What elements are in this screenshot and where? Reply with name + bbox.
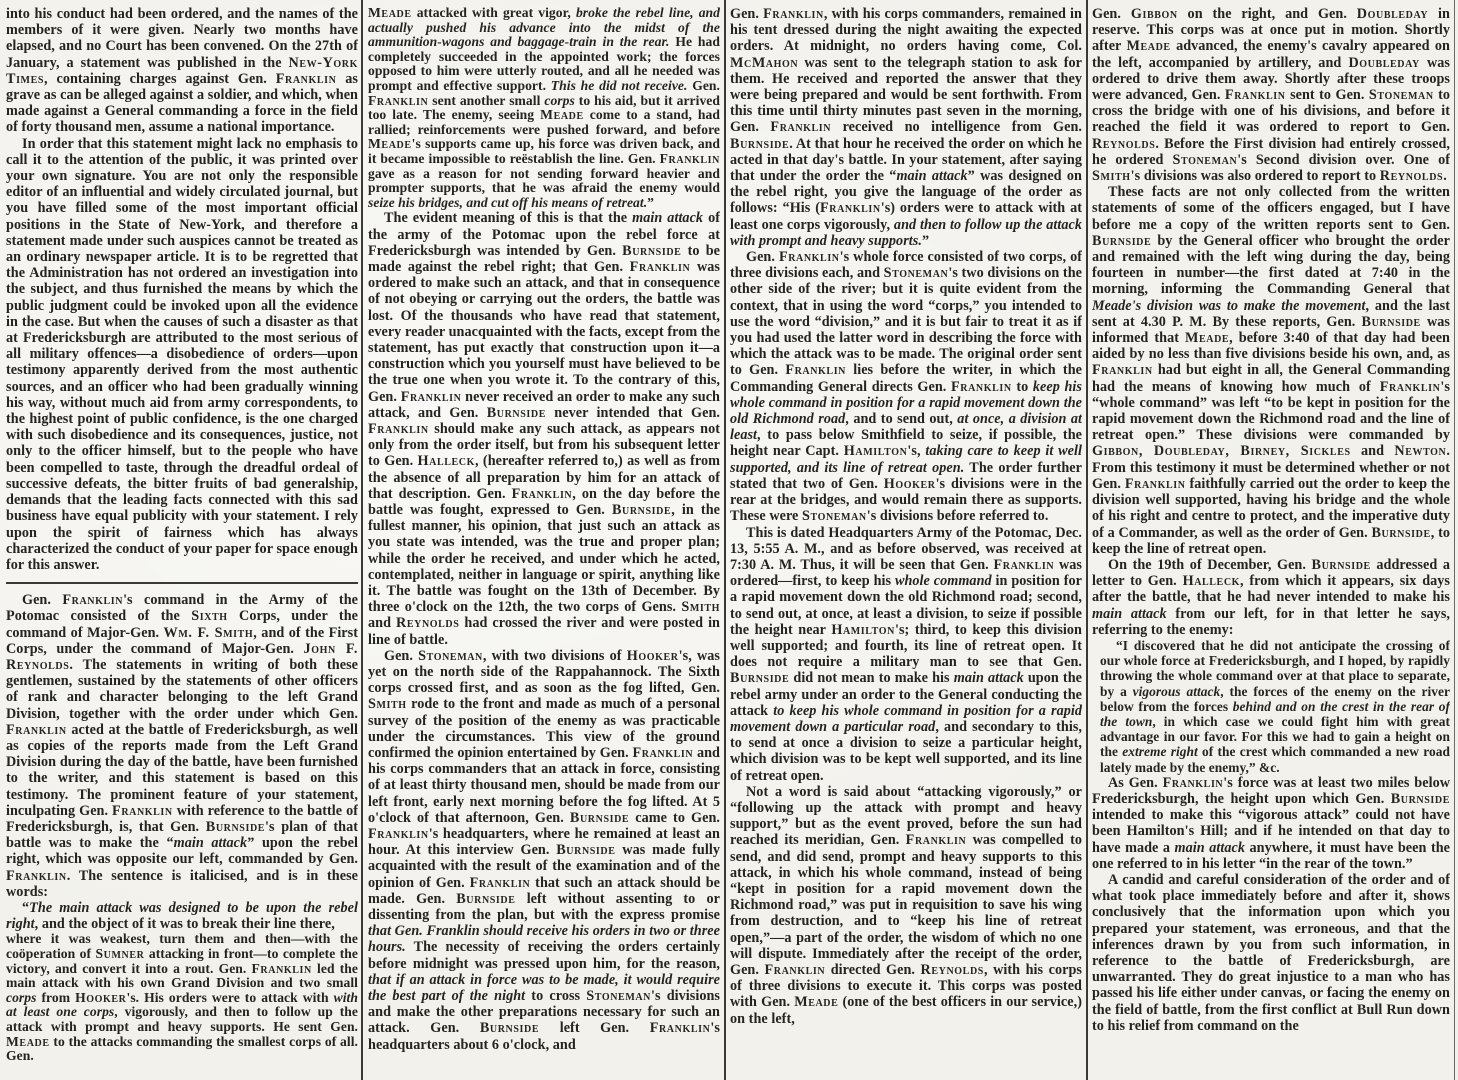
small-caps-name: Meade (1126, 38, 1171, 55)
column-rule (1086, 0, 1088, 1080)
small-caps-name: Gibbon, Doubleday, Birney, Sickles (1092, 443, 1351, 460)
small-caps-name: Wm. F. Smith (163, 624, 254, 641)
small-caps-name: Burnside (205, 818, 266, 835)
paragraph (368, 6, 720, 210)
text-run: was ordered to drive them away. Shortly after these troops were advanced, Gen. (1092, 54, 1450, 104)
small-caps-name: Franklin (951, 378, 1012, 395)
text-run: to cross the bridge with one of his divisions, and before it reached the field it was ordered to report to Gen. (1092, 87, 1450, 136)
paragraph (6, 592, 358, 900)
paragraph (730, 784, 1082, 1027)
text-run: . (1443, 168, 1447, 185)
italic-text: vigorous attack (1132, 683, 1221, 699)
paragraph (1092, 557, 1450, 638)
text-run: 's divisions before referred to. (866, 508, 1049, 525)
small-caps-name: Meade (368, 136, 412, 152)
italic-text: and then to follow up the attack with prompt and heavy supports. (730, 216, 1082, 249)
section-rule (6, 582, 358, 584)
text-run: , and to send out, (845, 411, 958, 428)
block-quote (1092, 638, 1450, 775)
small-caps-name: Burnside (1311, 556, 1371, 573)
italic-text: that if an attack in force was to be made, it would require the best part of the night (368, 971, 720, 1005)
text-run: upon the rebel army under an order to the General conducting the attack (730, 670, 1082, 719)
text-run: , vigorously, and then to follow up the attack with prompt and heavy supports. He sent Gen. (6, 1004, 358, 1034)
column-2 (368, 0, 720, 1080)
text-run: 's divisions was also ordered to report to (1130, 168, 1380, 185)
small-caps-name: Franklin (112, 802, 173, 819)
small-caps-name: Burnside (1361, 313, 1421, 330)
small-caps-name: Reynolds (1092, 135, 1156, 152)
small-caps-name: Halleck (1182, 573, 1241, 590)
text-run: ” upon the rebel right, which was opposite our left, commanded by Gen. (6, 835, 358, 868)
text-run: left Gen. (539, 1020, 650, 1037)
text-run: , on the day before the battle was fought, expressed to Gen. (368, 485, 720, 518)
text-run: . Before the First division had entirely crossed, he ordered (1092, 135, 1450, 168)
small-caps-name: Stoneman (802, 508, 867, 525)
paragraph (6, 932, 358, 1063)
text-run: “ (22, 899, 30, 916)
small-caps-name: Reynolds (1379, 168, 1444, 185)
text-run: to (1011, 378, 1033, 395)
small-caps-name: Franklin (659, 150, 720, 166)
small-caps-name: Meade (540, 107, 584, 123)
column-4 (1092, 0, 1450, 1080)
text-run: , and the last sent at 4.30 P. M. By these reports, Gen. (1092, 297, 1450, 330)
small-caps-name: Franklin (770, 119, 832, 136)
column-3 (730, 0, 1082, 1080)
text-run: to be made against the rebel right; that Gen. (368, 242, 720, 275)
italic-text: broke the rebel line, and actually pushed his advance into the midst of the ammunition-wagons and baggage-train in the rear. (368, 5, 720, 50)
italic-text: main attack (1174, 839, 1245, 856)
italic-text: This he did not receive. (550, 77, 688, 93)
text-run: , containing charges against Gen. (44, 70, 276, 87)
text-run: to cross (525, 988, 587, 1005)
small-caps-name: Reynolds (920, 961, 984, 978)
small-caps-name: Burnside (556, 842, 616, 859)
paragraph (368, 210, 720, 647)
small-caps-name: Stoneman (1368, 87, 1434, 104)
text-run: never received an order to make any such attack, and Gen. (368, 388, 720, 421)
small-caps-name: Meade (794, 994, 839, 1011)
text-run: , in the fullest manner, his opinion, that just such an attack as you state was intended, was the true and proper plan; while the order he received, and under which he acted, contemplated, neither in language or spirit, anything like it. The battle was fought on the 13th of December. By three o'clock on the 12th, the two corps of Gens. (368, 501, 720, 616)
text-run: Corps, under the command of Major-Gen. (6, 608, 358, 641)
text-run: from our left, for in that letter he says, referring to the enemy: (1092, 605, 1450, 638)
text-run: Gen. (1092, 6, 1131, 22)
small-caps-name: Meade (1184, 330, 1230, 347)
small-caps-name: Franklin (1224, 87, 1286, 104)
text-run: Gen. (384, 647, 419, 664)
italic-text: at once, a division at least (730, 411, 1082, 444)
column-body (368, 0, 720, 1053)
italic-text: main attack (896, 168, 968, 185)
column-body (6, 0, 358, 1064)
small-caps-name: Franklin (469, 874, 531, 891)
small-caps-name: Franklin (6, 721, 67, 738)
text-run: had but eight in all, the General Commanding had the means of knowing how much of (1092, 362, 1450, 395)
small-caps-name: Stoneman (1172, 151, 1238, 168)
text-run: where it was weakest, turn them and then—with the coöperation of (6, 931, 358, 961)
text-run: , before 3:40 of that day had been aided by no less than five divisions beside his own, and, as (1092, 330, 1450, 363)
small-caps-name: Doubleday (1348, 54, 1420, 71)
text-run: , the forces of the enemy on the river below from the forces (1100, 683, 1450, 714)
small-caps-name: Franklin (62, 592, 124, 609)
small-caps-name: Gibbon (1130, 6, 1178, 22)
text-run: should make any such attack, as appears not only from the order itself, but from his subsequent letter to Gen. (368, 420, 720, 470)
small-caps-name: Franklin (511, 485, 573, 502)
text-run: 's supports came up, his force was driven back, and it became impossible to reëstablish the line. Gen. (368, 136, 720, 166)
small-caps-name: Franklin (1092, 362, 1153, 379)
paragraph (730, 525, 1082, 784)
paragraph (368, 648, 720, 1053)
italic-text: whole command (894, 573, 992, 590)
small-caps-name: Meade (368, 5, 412, 20)
text-run: advanced, the enemy's cavalry appeared on the left, accompanied by artillery, and (1092, 38, 1450, 71)
text-run: did not mean to make his (789, 670, 954, 687)
small-caps-name: Franklin (778, 249, 840, 266)
small-caps-name: Franklin (820, 200, 881, 217)
small-caps-name: Smith (681, 599, 720, 616)
italic-text: main attack (173, 835, 248, 852)
italic-text: main attack (953, 670, 1024, 687)
text-run: to the attacks commanding the smallest corps of all. Gen. (6, 1033, 358, 1064)
small-caps-name: Burnside (479, 1020, 540, 1037)
small-caps-name: Franklin (275, 70, 337, 87)
text-run: 's) orders were to attack with at least one corps vigorously, (730, 200, 1082, 233)
text-run: that such an attack should be made. Gen. (368, 874, 720, 907)
text-run: left without assenting to or dissenting from the plan, but with the express promise (368, 890, 720, 924)
text-run: ” (921, 232, 930, 249)
text-run: led the main attack with his own Grand Division and two small (6, 960, 358, 991)
small-caps-name: Hooker (883, 475, 936, 492)
text-run: in reserve. This corps was at once put in motion. Shortly after (1092, 6, 1450, 55)
small-caps-name: Franklin (1124, 475, 1186, 492)
text-run: 's headquarters, where he remained at least an hour. At this interview Gen. (368, 826, 720, 859)
text-run: 's; third, to keep this division well supported; and fourth, its line of retreat open. It does not require a military man to see that Gen. (730, 621, 1082, 671)
italic-text: main attack (632, 210, 704, 227)
italic-text: keep his whole command in position for a rapid movement down the old Richmond road (730, 378, 1082, 428)
small-caps-name: Burnside (1371, 524, 1431, 541)
small-caps-name: Stoneman (586, 988, 651, 1005)
text-run: , and of the First Corps, under the command of Major-Gen. (6, 624, 358, 657)
text-run: 's force was at least two miles below Fredericksburgh, the height upon which Gen. (1092, 774, 1450, 807)
small-caps-name: Franklin (649, 1020, 711, 1037)
text-run: was ordered to make such an attack, and that in consequence of not obeying or carrying out the orders, the battle was lost. Of the thousands who have read that statement, every reader unacquainted with the facts, except from the statement, has put exactly that construction upon it—a construction which you yourself must have believed to be the true one when you wrote it. To the contrary of this, Gen. (368, 258, 720, 405)
text-run: Gen. (687, 77, 720, 93)
italic-text: main attack (1092, 605, 1167, 622)
small-caps-name: Hamilton (831, 621, 895, 638)
text-run: come to a stand, had rallied; reinforcements were pushed forward, and before (368, 107, 720, 137)
text-run: in position for a rapid movement down the old Richmond road; second, to send out, at once, at least a division, to seize if possible the height near (730, 573, 1082, 638)
text-run: 's headquarters about 6 o'clock, and (368, 1020, 720, 1053)
italic-text: corps (544, 92, 575, 108)
text-run: came to Gen. (629, 809, 720, 826)
text-run: had crossed the river and were posted in line of battle. (368, 615, 720, 648)
small-caps-name: Burnside (730, 670, 790, 687)
paragraph (730, 6, 1082, 249)
italic-text: Meade's division was to make the movement (1092, 297, 1366, 314)
text-run: , (hereafter referred to,) as well as from the absence of all preparation by him for an attack of that description. Gen. (368, 453, 720, 502)
paragraph (1092, 872, 1450, 1034)
text-run: attacked with great vigor, (411, 5, 576, 20)
text-run: Gen. (730, 6, 764, 22)
italic-text: behind and on the crest in the rear of the town (1100, 698, 1450, 729)
text-run: , to keep the line of retreat open. (1092, 524, 1450, 557)
paragraph (6, 136, 358, 573)
small-caps-name: Franklin (632, 745, 694, 762)
text-run: 's plan of that battle was to make the “ (6, 818, 358, 852)
text-run: from (36, 989, 76, 1005)
text-run: never intended that Gen. (545, 404, 720, 421)
text-run: Gen. (22, 592, 63, 609)
small-caps-name: Hamilton (843, 443, 908, 460)
text-run: faithfully carried out the order to keep the division well supported, having his bridge and the whole of his right and centre to protect, and the imperative duty of a Commander, as well as the order of Gen. (1092, 475, 1450, 541)
small-caps-name: Franklin (251, 960, 312, 976)
text-run: 's divisions and make the other preparations necessary for such an attack. Gen. (368, 988, 720, 1037)
paragraph (1092, 184, 1450, 557)
small-caps-name: John F. Reynolds (6, 640, 358, 673)
small-caps-name: Franklin (993, 556, 1055, 573)
small-caps-name: Reynolds (396, 615, 460, 632)
text-run: , in which case we could fight him with great advantage in our favor. For this we had to gain a height on the (1100, 713, 1450, 760)
text-run: 's. His orders were to attack with (126, 989, 334, 1005)
small-caps-name: Franklin (763, 6, 824, 22)
text-run: As Gen. (1108, 774, 1163, 791)
text-run: 's “whole command” was left “to be kept in position for the rapid movement down the Richmond road and the line of retreat open.” These divisions were commanded by (1092, 378, 1450, 444)
small-caps-name: Burnside (1092, 232, 1152, 249)
text-run: 's whole force consisted of two corps, of three divisions each, and (730, 249, 1082, 282)
text-run: and (1350, 443, 1395, 460)
text-run: to his aid, but it arrived too late. The enemy, seeing (368, 92, 720, 123)
text-run: was ordered—first, to keep his (730, 556, 1082, 590)
text-run: and (368, 615, 397, 632)
paragraph (730, 249, 1082, 524)
text-run: ” was designed on the rebel right, you give the language of the order as follows: “His ( (730, 168, 1082, 217)
text-run: 's two divisions on the other side of the river; but it is quite evident from the context, that in using the word “corps,” you intended to use the word “division,” and it is but fair to treat it as if you had used the latter word in describing the force with which the attack was to be made. The original order sent to Gen. (730, 265, 1082, 379)
italic-text: taking care to keep it well supported, and its line of retreat open. (730, 443, 1082, 476)
text-run: , with two divisions of (482, 647, 627, 664)
small-caps-name: Burnside (569, 809, 630, 826)
small-caps-name: Doubleday (1356, 6, 1429, 22)
text-run: anywhere, it must have been the one referred to in his letter “in the rear of the town.” (1092, 839, 1450, 872)
text-run: addressed a letter to Gen. (1092, 556, 1450, 590)
text-run: by the General officer who brought the order and remained with the left wing during the day, being fourteen in number—the first dated at 7:40 in the morning, informing the Commanding General that (1092, 232, 1450, 298)
text-run: as grave as can be alleged against a soldier, and which, when made against a General commanding a force in the field of forty thousand men, assume a national importance. (6, 70, 358, 136)
small-caps-name: Franklin (1162, 774, 1224, 791)
italic-text: that Gen. Franklin should receive his orders in two or three hours. (368, 923, 720, 956)
small-caps-name: Burnside (730, 135, 790, 152)
small-caps-name: McMahon (730, 54, 799, 71)
text-run: directed Gen. (825, 961, 921, 978)
small-caps-name: Burnside (611, 501, 672, 518)
text-run: On the 19th of December, Gen. (1108, 556, 1312, 573)
text-run: received no intelligence from Gen. (831, 119, 1082, 136)
small-caps-name: Hooker (626, 647, 679, 664)
column-rule (1454, 0, 1455, 1080)
italic-text: extreme right (1122, 744, 1198, 760)
small-caps-name: Franklin (368, 92, 429, 108)
small-caps-name: Newton (1394, 443, 1447, 460)
paragraph (1092, 775, 1450, 872)
text-run: of the army of the Potomac upon the rebel force at Fredericksburgh was intended by Gen. (368, 210, 720, 259)
text-run: rode to the front and made as much of a personal survey of the position of the enemy as was practicable under the circumstances. This view of the ground confirmed the opinion entertained by Gen. (368, 696, 720, 762)
italic-text: with at least one corps (6, 989, 358, 1020)
text-run: lies before the writer, in which the Commanding General directs Gen. (730, 362, 1082, 395)
text-run: , to pass below Smithfield to seize, if possible, the height near Capt. (730, 427, 1082, 460)
text-run: gave as a reason for not sending forward heavier and prompter supports, that he was afraid the enemy would (368, 165, 720, 196)
small-caps-name: Burnside (1390, 790, 1450, 807)
text-run: This is dated Headquarters Army of the Potomac, Dec. 13, 5:55 A. M., and as before observed, was received at 7:30 A. M. Thus, it will be seen that Gen. (730, 524, 1082, 573)
text-run: The order further stated that two of Gen. (730, 459, 1082, 492)
paragraph (6, 6, 358, 136)
text-run: In order that this statement might lack no emphasis to call it to the attention of the public, it was printed over your own signature. You are not only the responsible editor of an influential and widely circulated journal, but you have filled some of the most important official positions in the State of New-York, and therefore a statement made under such auspices cannot be treated as an ordinary newspaper article. It is to be regretted that the Administration has not ordered an investigation into the subject, and thus furnished the means by which the public judgment could be invoked upon all the evidence in the case. But when the causes of such a disaster as that at Fredericksburgh are attributed to the most serious of all military offences—a disobedience of orders—upon testimony apparently derived from the most authentic sources, and an officer who had been gradually winning his way, without much aid from army correspondents, to the highest point of public confidence, is the one charged with such disobedience and its consequences, justice, not only to the officer himself, but to the people who have been compelled to taste, through the dreadful ordeal of successive defeats, the bitter fruits of bad generalship, demands that the leading facts connected with this sad business have equal publicity with your statement. I rely upon the spirit of fairness which has always characterized the conduct of your paper for space enough for this answer. (6, 135, 358, 573)
small-caps-name: Franklin (1379, 378, 1441, 395)
small-caps-name: Franklin (629, 258, 691, 275)
text-run: 's command in the Army of the Potomac consisted of the (6, 592, 358, 625)
text-run: attacking in front—to complete the victory, and convert it into a rout. Gen. (6, 945, 358, 976)
text-run: was informed that (1092, 313, 1450, 347)
text-run: was sent to the telegraph station to ask for them. He received and reported the answer that they were being prepared and would be sent forthwith. From this time until thirty minutes past seven in the morning, Gen. (730, 54, 1082, 136)
text-run: acted at the battle of Fredericksburgh, as well as copies of the reports made from the Left Grand Division during the day of the battle, have been furnished to the writer, and this statement is based on this testimony. The prominent feature of your statement, inculpating Gen. (6, 721, 358, 819)
small-caps-name: Meade (6, 1033, 50, 1049)
small-caps-name: Sixth (191, 608, 228, 625)
small-caps-name: Franklin (905, 832, 967, 849)
italic-text: corps (6, 989, 37, 1005)
small-caps-name: Franklin (764, 961, 826, 978)
text-run: These facts are not only collected from the written statements of some of the officers engaged, but I have before me a copy of the written reports sent to Gen. (1092, 184, 1450, 233)
text-run: A candid and careful consideration of the order and of what took place immediately before and after it, shows conclusively that the information upon which you prepared your statement, was erroneous, and that the inferences drawn by you from such information, in reference to the battle of Fredericksburgh, are unwarranted. They do great injustice to a man who has passed his life either under canvas, or facing the enemy on the field of battle, from the first conflict at Bull Run down to his relief from command on the (1092, 871, 1450, 1034)
column-rule (724, 0, 726, 1080)
text-run: Not a word is said about “attacking vigorously,” or “following up the attack with prompt and heavy support,” but as the event proved, before the sun had reached its meridian, Gen. (730, 783, 1082, 849)
text-run: sent another small (428, 92, 545, 108)
small-caps-name: Burnside (486, 404, 546, 421)
text-run: The necessity of receiving the orders certainly before midnight was pressed upon him, for the reason, (368, 939, 720, 972)
small-caps-name: Franklin (368, 420, 429, 437)
text-run: was made fully acquainted with the result of the examination and of the opinion of Gen. (368, 842, 720, 891)
column-1 (6, 0, 358, 1080)
text-run: 's divisions were in the rear at the bridges, and would remain there as supports. These were (730, 475, 1082, 525)
text-run: , from which it appears, six days after the battle, that he had never intended to make his (1092, 573, 1450, 606)
small-caps-name: Stoneman (883, 265, 949, 282)
column-body (1092, 0, 1450, 1034)
text-run: , and secondary to this, to send at once a division to seize a particular height, which division was to be kept well supported, and its line of retreat open. (730, 718, 1082, 784)
small-caps-name: Franklin (6, 867, 67, 884)
paragraph (1092, 6, 1450, 184)
text-run: (one of the best officers in our service,) on the left, (730, 994, 1082, 1027)
column-body (730, 0, 1082, 1027)
small-caps-name: Sumner (95, 945, 145, 961)
text-run: He had completely succeeded in the appointed work; the forces opposed to him were utterly routed, and all he needed was prompt and effective support. (368, 34, 720, 93)
small-caps-name: Stoneman (418, 647, 483, 664)
text-run: . From this testimony it must be determined whether or not Gen. (1092, 443, 1450, 492)
small-caps-name: Burnside (456, 890, 516, 907)
text-run: “I discovered that he did not anticipate the crossing of our whole force at Fredericksburgh, and I hoped, by rapidly throwing the whole command over at that place to separate, by a (1100, 637, 1450, 699)
text-run: The evident meaning of this is that the (384, 210, 633, 227)
text-run: , with his corps commanders, remained in his tent dressed during the night awaiting the expected orders. At midnight, no orders having come, Col. (730, 6, 1082, 55)
text-run: ” (647, 194, 655, 210)
text-run: Gen. (746, 249, 779, 266)
column-rule (361, 0, 363, 1080)
small-caps-name: Franklin (785, 362, 847, 379)
text-run: of the crest which commanded a new road lately made by the enemy,” &c. (1100, 744, 1450, 775)
small-caps-name: Franklin (400, 388, 462, 405)
italic-text: to keep his whole command in position for a rapid movement down a particular road (730, 702, 1082, 735)
text-run: 's Second division over. One of (1237, 151, 1450, 168)
small-caps-name: Burnside (622, 242, 682, 259)
text-run: into his conduct had been ordered, and the names of the members of it were given. Nearly two months have elapsed, and no Court has been convened. On the 27th of January, a statement was published in the (6, 6, 358, 71)
text-run: 's, (907, 443, 926, 460)
small-caps-name: New-York Times (6, 54, 358, 87)
small-caps-name: Smith (368, 696, 407, 713)
small-caps-name: Franklin (368, 826, 429, 843)
italic-text: seize his bridges, and cut off his means of retreat. (368, 194, 648, 210)
text-run: on the right, and Gen. (1177, 6, 1357, 22)
text-run: was compelled to send, and did send, prompt and heavy supports to this attack, in which his whole command, instead of being “kept in position for a rapid movement down the Richmond road,” was put in requisition to save his wing from destruction, and to “keep his line of retreat open,”—a part of the order, the wisdom of which no one will dispute. Immediately after the receipt of the order, Gen. (730, 832, 1082, 978)
paragraph (6, 900, 358, 932)
text-run: 's, was yet on the north side of the Rappahannock. The Sixth corps crossed first, and as soon as the fog lifted, Gen. (368, 647, 720, 697)
text-run: . At that hour he received the order on which he acted in that day's battle. In your statement, after saying that under the order the “ (730, 135, 1082, 185)
italic-text: The main attack was designed to be upon the rebel right (6, 899, 358, 933)
text-run: and his corps commanders that an attack in force, consisting of at least thirty thousand men, should be made from our left front, early next morning before the fog lifted. At 5 o'clock of that afternoon, Gen. (368, 745, 720, 826)
text-run: sent to Gen. (1285, 87, 1369, 104)
text-run: with reference to the battle of Fredericksburgh, is, that Gen. (6, 802, 358, 835)
text-run: , and the object of it was to break their line there, (34, 916, 335, 933)
text-run: intended to make this “vigorous attack” could not have been Hamilton's Hill; and if he intended on that day to have made a (1092, 807, 1450, 856)
small-caps-name: Smith (1092, 168, 1131, 185)
text-run: , with his corps of three divisions to execute it. This corps was posted with Gen. (730, 961, 1082, 1011)
small-caps-name: Hooker (75, 989, 127, 1005)
small-caps-name: Halleck (417, 453, 475, 470)
text-run: . The sentence is italicised, and is in these words: (6, 867, 358, 900)
text-run: . The statements in writing of both these gentlemen, sustained by the statements of other officers of rank and character belonging to the left Grand Division, together with the order under which Gen. (6, 656, 358, 722)
